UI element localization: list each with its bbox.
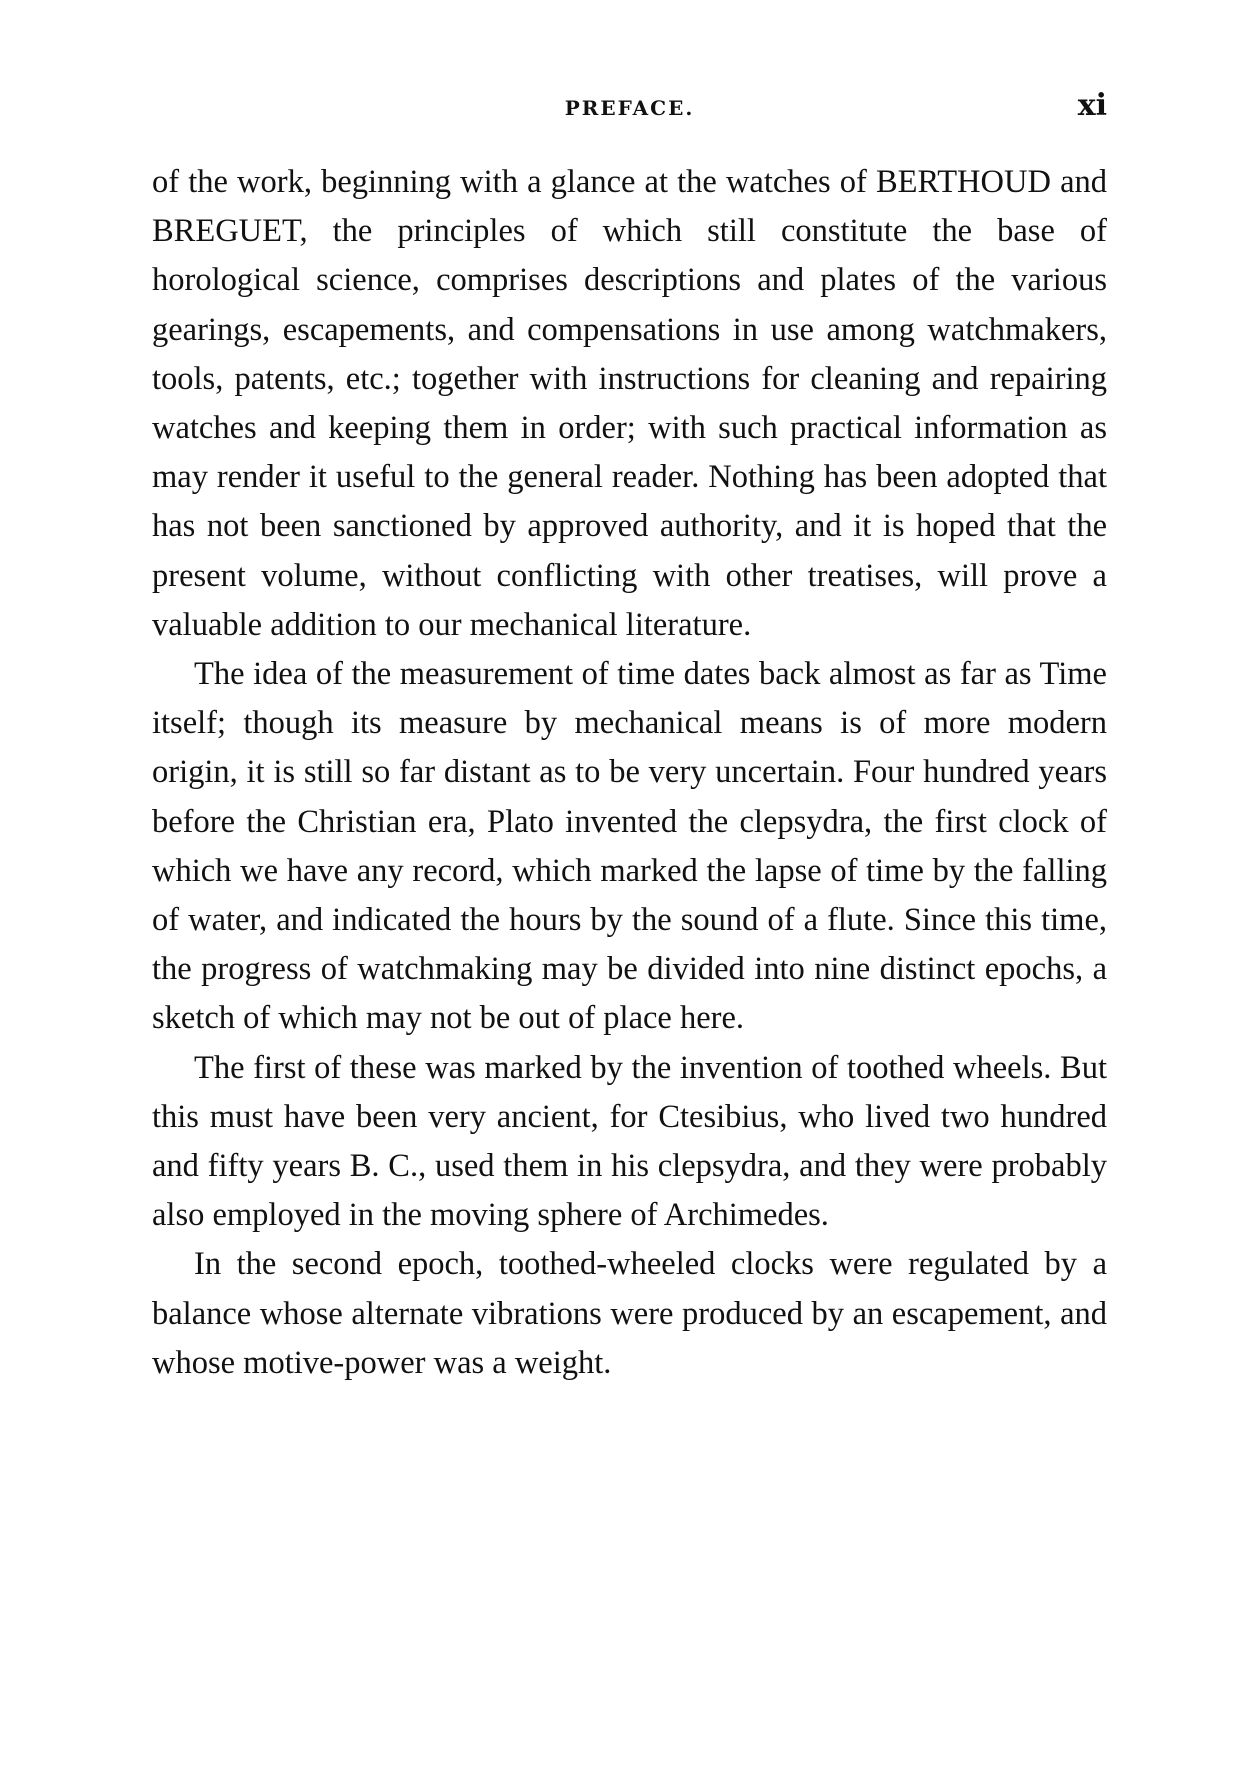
paragraph-1: of the work, beginning with a glance at the watches of BERTHOUD and BREGUET, the principles of which still constitute the base of horological science, comprises descriptions and plates of the various gearings, escapements, and compensations in use among watchmakers, tools, patents, etc.; together with instructions for cleaning and repairing watches and keeping them in order; with such practical information as may render it useful to the general reader. Nothing has been adopted that has not been sanctioned by approved authority, and it is hoped that the present volume, without conflicting with other treatises, will prove a valuable addition to our mechanical literature. [152,164,1107,643]
body-text [152,158,1107,1388]
running-head [152,88,1107,134]
paragraph-3: The first of these was marked by the invention of toothed wheels. But this must have been very ancient, for Ctesibius, who lived two hundred and fifty years B. C., used them in his clepsydra, and they were probably also employed in the moving sphere of Archimedes. [152,1049,1107,1234]
paragraph-2: The idea of the measurement of time dates back almost as far as Time itself; though its measure by mechanical means is of more modern origin, it is still so far distant as to be very uncertain. Four hundred years before the Christian era, Plato invented the clepsydra, the first clock of which we have any record, which marked the lapse of time by the falling of water, and indicated the hours by the sound of a flute. Since this time, the progress of watchmaking may be divided into nine distinct epochs, a sketch of which may not be out of place here. [152,656,1107,1037]
running-title: PREFACE. [564,96,695,120]
paragraph-4: In the second epoch, toothed-wheeled clocks were regulated by a balance whose alternate vibrations were produced by an escapement, and whose motive-power was a weight. [152,1246,1107,1381]
page-number: xi [1077,88,1107,123]
book-page [152,88,1107,1738]
